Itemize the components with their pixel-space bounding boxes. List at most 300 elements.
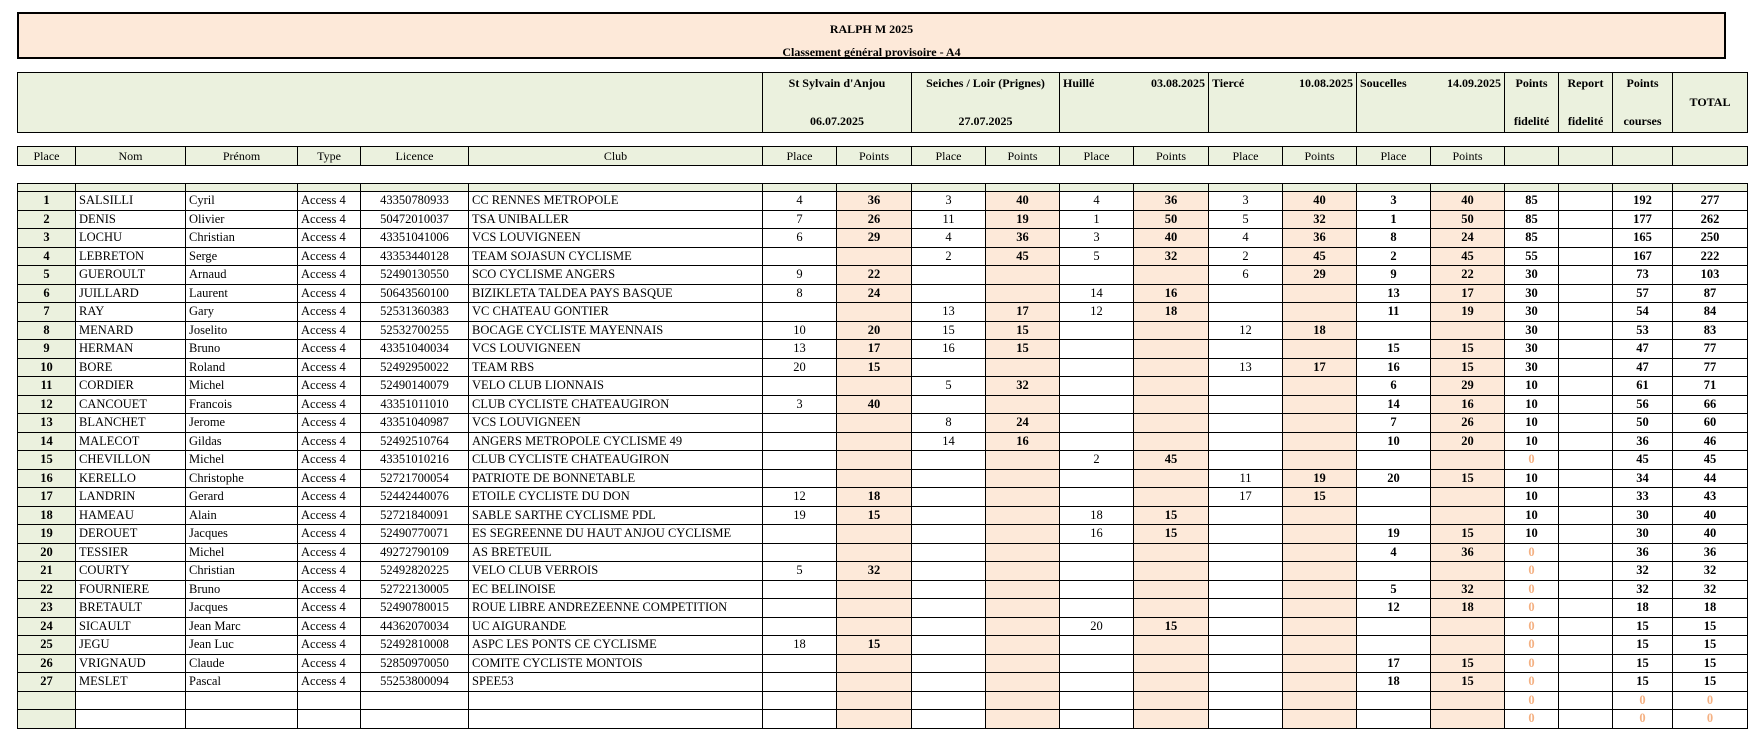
cell-race1-place [763,525,837,544]
cell-report-fidelite [1559,617,1613,636]
cell-points-courses: 15 [1613,636,1673,655]
cell-total: 15 [1673,617,1748,636]
cell-total: 250 [1673,229,1748,248]
cell-race5-place: 11 [1357,303,1431,322]
cell-licence: 52492810008 [361,636,469,655]
cell-race5-points: 19 [1431,303,1505,322]
cell-race4-points [1283,543,1357,562]
cell-race2-points: 17 [986,303,1060,322]
cell-race2-place: 15 [912,321,986,340]
cell-race2-points [986,395,1060,414]
cell-race4-points [1283,562,1357,581]
cell-prenom: Laurent [186,284,298,303]
cell-race4-points [1283,303,1357,322]
cell-race3-points [1134,377,1209,396]
cell-club: EC BELINOISE [469,580,763,599]
cell-type: Access 4 [298,432,361,451]
cell-points-fidelite: 0 [1505,451,1559,470]
cell-race3-place [1060,377,1134,396]
cell-race1-points [837,377,912,396]
total-header [1673,73,1748,133]
spacer-cell [1060,184,1134,192]
cell-race1-points: 22 [837,266,912,285]
cell-total: 262 [1673,210,1748,229]
cell-race5-place: 1 [1357,210,1431,229]
column-header-table [17,146,1748,166]
cell-total: 18 [1673,599,1748,618]
cell-race4-place: 4 [1209,229,1283,248]
cell-race5-place: 6 [1357,377,1431,396]
cell-points-courses: 15 [1613,617,1673,636]
cell-points-courses: 30 [1613,506,1673,525]
cell-race2-place: 3 [912,192,986,211]
table-row [18,284,1748,303]
cell-points-courses: 15 [1613,654,1673,673]
cell-race3-points [1134,599,1209,618]
cell-race3-points [1134,321,1209,340]
table-row [18,229,1748,248]
cell-report-fidelite [1559,469,1613,488]
cell-nom: HAMEAU [76,506,186,525]
cell-race5-place [1357,562,1431,581]
cell-race3-points [1134,266,1209,285]
cell-prenom: Jerome [186,414,298,433]
cell-race1-place: 3 [763,395,837,414]
cell-race2-points [986,673,1060,692]
cell-race1-place [763,543,837,562]
cell-race2-place [912,654,986,673]
cell-type: Access 4 [298,525,361,544]
cell-race1-points: 32 [837,562,912,581]
spacer-cell [837,184,912,192]
col-header-race2-points: Points [986,147,1060,166]
race-header-table [17,72,1748,133]
spacer-cell [1559,184,1613,192]
cell-points-fidelite: 10 [1505,506,1559,525]
cell-points-courses: 32 [1613,562,1673,581]
cell-race1-place: 7 [763,210,837,229]
cell-points-fidelite: 30 [1505,284,1559,303]
cell-points-fidelite: 0 [1505,691,1559,710]
cell-licence: 52492950022 [361,358,469,377]
cell-race3-points: 15 [1134,525,1209,544]
cell-type: Access 4 [298,266,361,285]
cell-race5-place [1357,617,1431,636]
cell-place: 23 [18,599,76,618]
cell-empty [76,691,186,710]
cell-type: Access 4 [298,192,361,211]
cell-race5-points: 17 [1431,284,1505,303]
cell-race4-points [1283,525,1357,544]
cell-race3-place: 16 [1060,525,1134,544]
spacer-cell [1505,184,1559,192]
cell-total: 15 [1673,673,1748,692]
cell-race2-place: 2 [912,247,986,266]
cell-race3-place [1060,469,1134,488]
cell-report-fidelite [1559,673,1613,692]
cell-club: VCS LOUVIGNEEN [469,229,763,248]
cell-points-fidelite: 0 [1505,710,1559,729]
cell-type: Access 4 [298,673,361,692]
cell-points-fidelite: 30 [1505,321,1559,340]
cell-nom: JEGU [76,636,186,655]
cell-licence: 43353440128 [361,247,469,266]
cell-points-courses: 36 [1613,432,1673,451]
cell-race1-points: 40 [837,395,912,414]
cell-place: 3 [18,229,76,248]
cell-race2-place: 4 [912,229,986,248]
cell-race4-place: 12 [1209,321,1283,340]
cell-race3-points: 18 [1134,303,1209,322]
table-row [18,247,1748,266]
cell-race4-points [1283,340,1357,359]
cell-race2-points [986,580,1060,599]
cell-points-fidelite: 0 [1505,617,1559,636]
cell-race3-points: 36 [1134,192,1209,211]
cell-race5-place [1357,488,1431,507]
cell-prenom: Christian [186,562,298,581]
cell-race1-place: 10 [763,321,837,340]
cell-prenom: Joselito [186,321,298,340]
cell-nom: CHEVILLON [76,451,186,470]
cell-total: 0 [1673,691,1748,710]
cell-race3-place: 14 [1060,284,1134,303]
cell-total: 36 [1673,543,1748,562]
cell-points-fidelite: 10 [1505,432,1559,451]
cell-total: 40 [1673,506,1748,525]
cell-empty [361,691,469,710]
cell-race3-points [1134,395,1209,414]
cell-race4-place [1209,599,1283,618]
cell-race5-place: 7 [1357,414,1431,433]
cell-nom: FOURNIERE [76,580,186,599]
cell-race2-place: 14 [912,432,986,451]
cell-place: 5 [18,266,76,285]
cell-club: SPEE53 [469,673,763,692]
cell-place: 17 [18,488,76,507]
cell-licence: 50472010037 [361,210,469,229]
cell-type: Access 4 [298,395,361,414]
cell-type: Access 4 [298,617,361,636]
cell-race2-points [986,654,1060,673]
cell-race4-points [1283,451,1357,470]
cell-race3-points [1134,358,1209,377]
table-row [18,469,1748,488]
cell-race4-points [1283,691,1357,710]
col-header-club: Club [469,147,763,166]
cell-place: 8 [18,321,76,340]
table-row [18,210,1748,229]
cell-points-courses: 57 [1613,284,1673,303]
table-row [18,506,1748,525]
cell-race5-points: 16 [1431,395,1505,414]
cell-race2-points: 24 [986,414,1060,433]
cell-race1-place: 20 [763,358,837,377]
spacer-cell [1134,184,1209,192]
cell-race3-points: 32 [1134,247,1209,266]
cell-race5-place: 15 [1357,340,1431,359]
cell-place: 20 [18,543,76,562]
cell-race3-points [1134,636,1209,655]
cell-race2-place: 13 [912,303,986,322]
cell-club: PATRIOTE DE BONNETABLE [469,469,763,488]
cell-club: VELO CLUB VERROIS [469,562,763,581]
cell-place [18,691,76,710]
cell-race3-points: 45 [1134,451,1209,470]
cell-race5-points: 18 [1431,599,1505,618]
cell-race2-place: 16 [912,340,986,359]
cell-prenom: Gerard [186,488,298,507]
cell-points-courses: 45 [1613,451,1673,470]
cell-race1-place: 4 [763,192,837,211]
cell-points-fidelite: 0 [1505,562,1559,581]
cell-race3-place [1060,599,1134,618]
cell-race4-points [1283,506,1357,525]
cell-prenom: Jean Marc [186,617,298,636]
cell-race4-points: 29 [1283,266,1357,285]
table-row [18,432,1748,451]
cell-race3-points [1134,469,1209,488]
cell-points-fidelite: 30 [1505,303,1559,322]
cell-race2-place [912,636,986,655]
cell-race1-place [763,451,837,470]
table-row [18,414,1748,433]
cell-race5-points: 32 [1431,580,1505,599]
cell-race4-points: 45 [1283,247,1357,266]
cell-prenom: Cyril [186,192,298,211]
cell-report-fidelite [1559,525,1613,544]
cell-prenom: Roland [186,358,298,377]
spacer-cell [18,184,76,192]
cell-place: 19 [18,525,76,544]
cell-prenom: Olivier [186,210,298,229]
cell-place: 4 [18,247,76,266]
cell-race4-place: 11 [1209,469,1283,488]
cell-race4-points [1283,580,1357,599]
cell-race3-points [1134,432,1209,451]
cell-race4-place [1209,691,1283,710]
col-header-race1-points: Points [837,147,912,166]
col-header-race3-points: Points [1134,147,1209,166]
cell-points-courses: 167 [1613,247,1673,266]
cell-points-fidelite: 10 [1505,469,1559,488]
cell-type: Access 4 [298,469,361,488]
cell-race3-place: 12 [1060,303,1134,322]
cell-points-fidelite: 0 [1505,599,1559,618]
spacer-cell [986,184,1060,192]
cell-race5-place: 4 [1357,543,1431,562]
cell-race3-place [1060,432,1134,451]
report-fidelite-header-top: Report [1567,76,1604,90]
title-banner [17,12,1726,59]
table-row [18,599,1748,618]
cell-report-fidelite [1559,414,1613,433]
cell-type: Access 4 [298,229,361,248]
points-courses-header-bottom: courses [1623,114,1662,128]
cell-place: 6 [18,284,76,303]
cell-prenom: Christian [186,229,298,248]
cell-points-courses: 53 [1613,321,1673,340]
cell-club: ES SEGREENNE DU HAUT ANJOU CYCLISME [469,525,763,544]
cell-place: 24 [18,617,76,636]
cell-race3-place: 2 [1060,451,1134,470]
cell-race2-points: 15 [986,340,1060,359]
sheet-subtitle: Classement général provisoire - A4 [782,45,961,59]
cell-race3-points [1134,691,1209,710]
cell-licence: 43351011010 [361,395,469,414]
cell-race3-points [1134,543,1209,562]
race-header-5 [1357,73,1505,133]
cell-race5-place: 9 [1357,266,1431,285]
cell-report-fidelite [1559,654,1613,673]
spacer-cell [298,184,361,192]
cell-race4-place [1209,654,1283,673]
cell-prenom: Francois [186,395,298,414]
cell-nom: TESSIER [76,543,186,562]
cell-race4-place [1209,340,1283,359]
cell-prenom: Christophe [186,469,298,488]
cell-total: 222 [1673,247,1748,266]
cell-type: Access 4 [298,506,361,525]
cell-total: 277 [1673,192,1748,211]
table-row [18,562,1748,581]
cell-race1-points [837,469,912,488]
cell-nom: LANDRIN [76,488,186,507]
cell-club: ANGERS METROPOLE CYCLISME 49 [469,432,763,451]
cell-points-courses: 33 [1613,488,1673,507]
cell-race4-place [1209,506,1283,525]
spacer-cell [1431,184,1505,192]
cell-place: 11 [18,377,76,396]
cell-prenom: Jacques [186,525,298,544]
cell-points-courses: 34 [1613,469,1673,488]
cell-type: Access 4 [298,414,361,433]
cell-race1-points: 36 [837,192,912,211]
cell-race4-place [1209,543,1283,562]
cell-nom: RAY [76,303,186,322]
cell-race1-place: 19 [763,506,837,525]
cell-licence: 52721840091 [361,506,469,525]
cell-race5-points: 15 [1431,525,1505,544]
race-date-5: 14.09.2025 [1447,76,1501,90]
cell-race5-points: 36 [1431,543,1505,562]
cell-race3-place [1060,562,1134,581]
cell-type: Access 4 [298,654,361,673]
cell-race2-place [912,525,986,544]
cell-race2-points: 16 [986,432,1060,451]
cell-race1-place [763,599,837,618]
cell-prenom: Serge [186,247,298,266]
race-date-3: 03.08.2025 [1151,76,1205,90]
cell-licence: 52492510764 [361,432,469,451]
cell-race3-place: 20 [1060,617,1134,636]
cell-race1-points [837,303,912,322]
cell-total: 32 [1673,580,1748,599]
cell-race4-place: 13 [1209,358,1283,377]
cell-report-fidelite [1559,562,1613,581]
cell-club: VELO CLUB LIONNAIS [469,377,763,396]
col-header-race4-points: Points [1283,147,1357,166]
cell-race2-points [986,691,1060,710]
cell-race5-place [1357,506,1431,525]
cell-place: 21 [18,562,76,581]
cell-race1-points: 17 [837,340,912,359]
cell-type: Access 4 [298,303,361,322]
cell-race1-place: 5 [763,562,837,581]
cell-total: 83 [1673,321,1748,340]
race-header-2 [912,73,1060,133]
cell-nom: DEROUET [76,525,186,544]
cell-race1-points: 20 [837,321,912,340]
cell-nom: BRETAULT [76,599,186,618]
cell-race1-place: 9 [763,266,837,285]
cell-type: Access 4 [298,377,361,396]
cell-nom: BLANCHET [76,414,186,433]
cell-race5-points: 50 [1431,210,1505,229]
cell-race4-points: 17 [1283,358,1357,377]
cell-race5-points [1431,562,1505,581]
cell-nom: HERMAN [76,340,186,359]
cell-race2-points [986,488,1060,507]
cell-total: 0 [1673,710,1748,729]
cell-points-courses: 0 [1613,691,1673,710]
cell-race1-points: 15 [837,636,912,655]
cell-race1-points [837,617,912,636]
cell-points-fidelite: 55 [1505,247,1559,266]
cell-race5-points: 26 [1431,414,1505,433]
cell-race2-place [912,451,986,470]
cell-total: 103 [1673,266,1748,285]
col-header-report-fidelite [1559,147,1613,166]
cell-race4-place [1209,636,1283,655]
cell-race1-points [837,654,912,673]
cell-type: Access 4 [298,562,361,581]
cell-type: Access 4 [298,284,361,303]
cell-points-courses: 36 [1613,543,1673,562]
points-courses-header [1613,73,1673,133]
cell-nom: SICAULT [76,617,186,636]
cell-race5-points: 29 [1431,377,1505,396]
cell-club: CC RENNES METROPOLE [469,192,763,211]
cell-report-fidelite [1559,636,1613,655]
cell-nom: COURTY [76,562,186,581]
report-fidelite-header-bottom: fidelité [1567,114,1604,128]
cell-points-courses: 165 [1613,229,1673,248]
cell-race2-place [912,599,986,618]
cell-licence: 44362070034 [361,617,469,636]
cell-race2-points [986,284,1060,303]
cell-type: Access 4 [298,358,361,377]
table-row [18,303,1748,322]
cell-report-fidelite [1559,691,1613,710]
cell-points-courses: 47 [1613,358,1673,377]
cell-race4-points: 19 [1283,469,1357,488]
cell-club: SCO CYCLISME ANGERS [469,266,763,285]
cell-race5-points [1431,617,1505,636]
cell-points-fidelite: 30 [1505,266,1559,285]
cell-club: CLUB CYCLISTE CHATEAUGIRON [469,395,763,414]
col-header-race2-place: Place [912,147,986,166]
cell-club: CLUB CYCLISTE CHATEAUGIRON [469,451,763,470]
cell-nom: DENIS [76,210,186,229]
cell-race4-points [1283,654,1357,673]
cell-licence: 52490780015 [361,599,469,618]
cell-licence: 49272790109 [361,543,469,562]
cell-race4-place [1209,395,1283,414]
cell-race1-place [763,377,837,396]
cell-race1-place [763,247,837,266]
cell-race3-place [1060,321,1134,340]
